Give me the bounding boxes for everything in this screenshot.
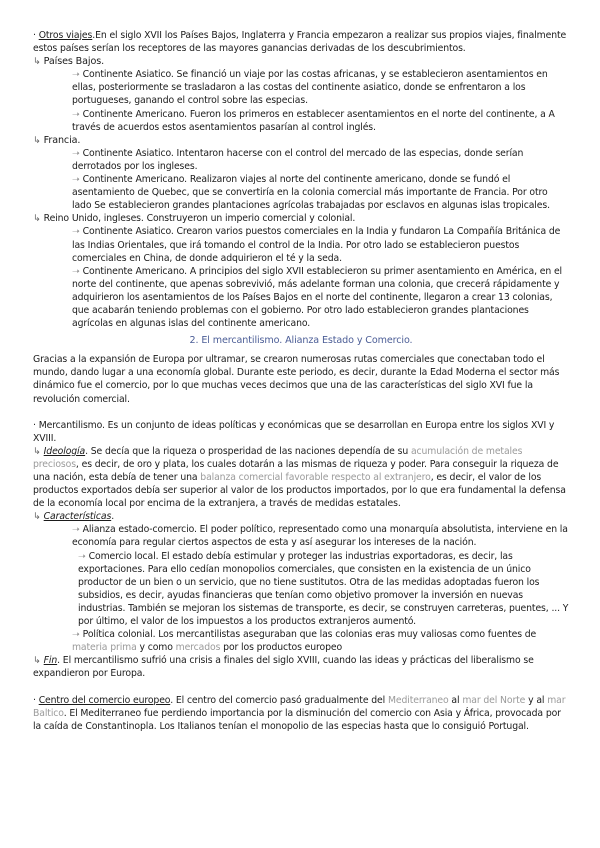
paragraph-text: .En el siglo XVII los Países Bajos, Inglaterra y Francia empezaron a realizar sus propios viajes, finalmente estos países serían los receptores de las mayores ganancias derivadas de los descubrimientos. [33, 30, 567, 55]
paragraph-ideologia: ↳ Ideología. Se decía que la riqueza o prosperidad de las naciones dependía de su acumulación de metales preciosos, es decir, de oro y plata, los cuales dotarán a las mismas de riqueza y poder. Para conseguir la riqueza de una nación, esta debía de tener una balanza comercial favorable respecto al extranjero, es decir, el valor de los productos exportados debía ser superior al valor de los productos importados, por lo que era fundamental la defensa de la economía local por encima de la extranjera, a través de medidas estatales. [33, 445, 566, 510]
arrow-icon: ➝ [72, 108, 80, 120]
highlight-metales: acumulación de metales preciosos [33, 445, 523, 470]
arrow-icon: ➝ [72, 524, 80, 536]
arrow-icon: ➝ [72, 226, 80, 238]
section-heading: 2. El mercantilismo. Alianza Estado y Comercio. [189, 335, 413, 347]
paragraph-intro: Gracias a la expansión de Europa por ultramar, se crearon numerosas rutas comerciales que conectaban todo el mundo, dando lugar a una economía global. Durante este periodo, es decir, durante la Edad Moderna el sector más dinámico fue el comercio, por lo que muchas veces decimos que una de las características del siglo XVI fue la revolución comercial. [33, 354, 560, 405]
label-fin: Fin [43, 655, 58, 667]
list-item-paises-bajos-asia: ➝ Continente Asiatico. Se financió un viaje por las costas africanas, y se establecieron asentamientos en ellas, posteriormente se trasladaron a las costas del continente asiatico, donde se enfrentaron a los portugueses, ganando el control sobre las especias. [72, 69, 548, 107]
arrow-icon: ➝ [72, 174, 80, 186]
arrow-icon: ➝ [72, 69, 80, 81]
list-item-alianza: ➝ Alianza estado-comercio. El poder político, representado como una monarquía absolutista, interviene en la economía para regular ciertos aspectos de esta y así asegurar los intereses de la nación. [72, 524, 568, 549]
highlight-mar-del-norte: mar del Norte [462, 694, 526, 706]
section-title-centro: Centro del comercio europeo [38, 694, 171, 706]
highlight-mediterraneo: Mediterraneo [387, 694, 449, 706]
bullet: · [33, 694, 36, 706]
corner-arrow-icon: ↳ [33, 56, 41, 68]
list-item-comercio-local: ➝ Comercio local. El estado debía estimular y proteger las industrias exportadoras, es decir, las exportaciones. Para ello cedían monopolios comerciales, que consisten en la existencia de un único productor de un bien o un servicio, que no tiene sustitutos. Otra de las medidas adoptadas fueron los subsidios, es decir, ayudas financieras que tenían como objetivo promover la inversión en nuevas industrias. También se mejoran los sistemas de transporte, es decir, se construyen carreteras, puentes, ... Y por último, el valor de los impuestos a los productos extranjeros aumentó. [78, 550, 569, 628]
highlight-mercados: mercados [175, 642, 221, 654]
list-item-reino-unido-america: ➝ Continente Americano. A principios del siglo XVII establecieron su primer asentamiento en América, en el norte del continente, que apenas sobrevivió, más adelante forman una colonia, que crecerá rápidamente y adquirieron los asentamientos de los Países Bajos en el norte del continente, llegaron a crear 13 colonias, que acabarán teniendo problemas con el gobierno. Por otro lado establecieron grandes plantaciones agrícolas en algunas islas del continente americano. [72, 265, 563, 330]
paragraph-mercantilismo: · Mercantilismo. Es un conjunto de ideas políticas y económicas que se desarrollan en Europa entre los siglos XVI y XVIII. [33, 419, 555, 444]
highlight-balanza: balanza comercial favorable respecto al extranjero [200, 472, 431, 483]
list-item-reino-unido-asia: ➝ Continente Asiatico. Crearon varios puestos comerciales en la India y fundaron La Compañía Británica de las Indias Orientales, que irá tomando el control de la India. Por otro lado se establecieron puestos comerciales en China, de donde adquirieron el té y la seda. [72, 226, 561, 264]
list-item-francia-asia: ➝ Continente Asiatico. Intentaron hacerse con el control del mercado de las especias, donde serían derrotados por los ingleses. [72, 147, 524, 172]
corner-arrow-icon: ↳ [33, 134, 41, 146]
paragraph-fin: ↳ Fin. El mercantilismo sufrió una crisis a finales del siglo XVIII, cuando las ideas y prácticas del liberalismo se expandieron por Europa. [33, 655, 534, 680]
arrow-icon: ➝ [72, 265, 80, 277]
arrow-icon: ➝ [72, 147, 80, 159]
corner-arrow-icon: ↳ [33, 655, 41, 667]
paragraph-otros-viajes [33, 29, 569, 55]
bullet: · [33, 30, 36, 41]
list-item-politica-colonial: ➝ Política colonial. Los mercantilistas aseguraban que las colonias eras muy valiosas como fuentes de materia prima y como mercados por los productos europeo [72, 629, 537, 654]
spacer [33, 406, 569, 419]
list-item-paises-bajos-america: ➝ Continente Americano. Fueron los primeros en establecer asentamientos en el norte del continente, a A través de acuerdos estos asentamientos pasarían al control inglés. [72, 108, 555, 133]
subheading-paises-bajos: ↳ Países Bajos. [33, 56, 105, 68]
label-caracteristicas: Características [43, 511, 112, 523]
paragraph-centro-comercio: · Centro del comercio europeo. El centro del comercio pasó gradualmente del Mediterraneo al mar del Norte y al mar Baltico. El Mediterraneo fue perdiendo importancia por la disminución del comercio con Asia y África, provocada por la caída de Constantinopla. Los Italianos tenían el monopolio de las especias hasta que lo consiguió Portugal. [33, 694, 566, 732]
corner-arrow-icon: ↳ [33, 445, 41, 457]
corner-arrow-icon: ↳ [33, 213, 41, 225]
spacer [33, 681, 569, 694]
document-page [33, 29, 569, 733]
subheading-reino-unido: ↳ Reino Unido, ingleses. Construyeron un imperio comercial y colonial. [33, 213, 356, 225]
highlight-mar-baltico: mar Baltico [33, 694, 566, 719]
arrow-icon: ➝ [78, 550, 86, 562]
list-item-francia-america: ➝ Continente Americano. Realizaron viajes al norte del continente americano, donde se fundó el asentamiento de Quebec, que se convertiría en la colonia comercial más importante de Francia. Por otro lado Se establecieron grandes plantaciones agrícolas trabajadas por esclavos en algunas islas tropicales. [72, 174, 550, 212]
highlight-materia-prima: materia prima [72, 642, 137, 654]
subheading-francia: ↳ Francia. [33, 134, 81, 146]
section-title-otros-viajes: Otros viajes [38, 30, 93, 41]
arrow-icon: ➝ [72, 629, 80, 641]
subheading-caracteristicas: ↳ Características. [33, 511, 115, 523]
label-ideologia: Ideología [43, 445, 86, 457]
corner-arrow-icon: ↳ [33, 511, 41, 523]
bullet: · [33, 419, 36, 431]
